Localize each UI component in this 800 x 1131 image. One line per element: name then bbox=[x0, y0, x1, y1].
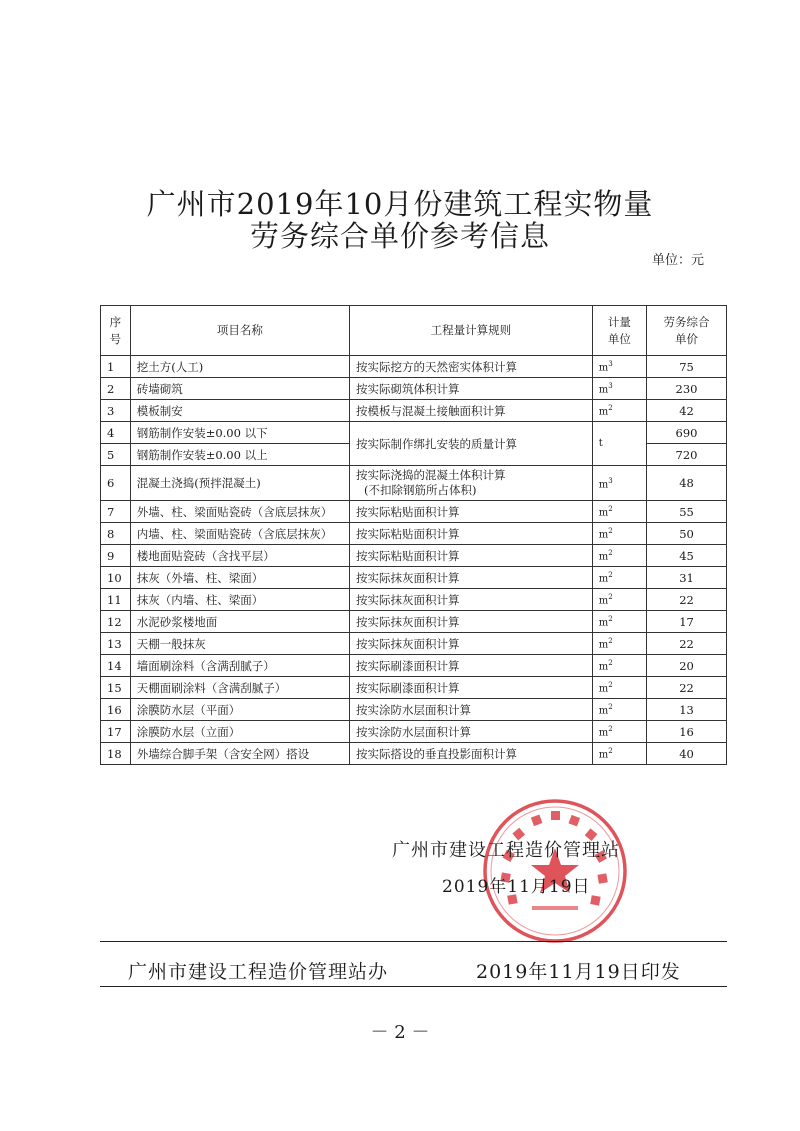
row-price: 31 bbox=[647, 567, 727, 589]
row-no: 17 bbox=[101, 721, 131, 743]
table-row bbox=[101, 545, 727, 567]
row-price: 720 bbox=[647, 444, 727, 466]
table-header-row bbox=[101, 306, 727, 356]
unit-exp: 2 bbox=[608, 549, 613, 558]
unit-exp: 2 bbox=[608, 747, 613, 756]
unit-exp: 2 bbox=[608, 593, 613, 602]
table-row bbox=[101, 611, 727, 633]
unit-base: m bbox=[598, 551, 609, 563]
row-name: 外墙、柱、梁面贴瓷砖（含底层抹灰） bbox=[130, 501, 349, 523]
unit-base: m bbox=[598, 639, 609, 651]
row-no: 10 bbox=[101, 567, 131, 589]
unit-base: m bbox=[598, 595, 609, 607]
row-price: 55 bbox=[647, 501, 727, 523]
row-rule: 按实际砌筑体积计算 bbox=[349, 378, 592, 400]
footer-bottom-rule bbox=[100, 986, 727, 987]
row-name: 水泥砂浆楼地面 bbox=[130, 611, 349, 633]
table-row bbox=[101, 523, 727, 545]
unit-base: m bbox=[598, 362, 609, 374]
row-unit bbox=[592, 633, 646, 655]
row-name: 混凝土浇捣(预拌混凝土) bbox=[130, 466, 349, 501]
row-price: 16 bbox=[647, 721, 727, 743]
row-price: 230 bbox=[647, 378, 727, 400]
unit-base: m bbox=[598, 384, 609, 396]
row-price: 20 bbox=[647, 655, 727, 677]
row-unit bbox=[592, 699, 646, 721]
row-no: 5 bbox=[101, 444, 131, 466]
table-row bbox=[101, 699, 727, 721]
row-price: 17 bbox=[647, 611, 727, 633]
row-name: 抹灰（内墙、柱、梁面） bbox=[130, 589, 349, 611]
row-name: 砖墙砌筑 bbox=[130, 378, 349, 400]
row-no: 1 bbox=[101, 356, 131, 378]
row-no: 2 bbox=[101, 378, 131, 400]
row-unit bbox=[592, 545, 646, 567]
price-table bbox=[100, 305, 727, 765]
row-rule: 按实际刷漆面积计算 bbox=[349, 677, 592, 699]
row-unit bbox=[592, 523, 646, 545]
row-rule: 按实际粘贴面积计算 bbox=[349, 523, 592, 545]
table-row bbox=[101, 466, 727, 501]
unit-exp: 2 bbox=[608, 505, 613, 514]
row-unit bbox=[592, 356, 646, 378]
unit-exp: 2 bbox=[608, 681, 613, 690]
row-rule: 按实际抹灰面积计算 bbox=[349, 611, 592, 633]
row-price: 45 bbox=[647, 545, 727, 567]
unit-exp: 3 bbox=[608, 382, 613, 391]
signature-date: 2019年11月19日 bbox=[442, 877, 591, 897]
row-unit bbox=[592, 466, 646, 501]
unit-base: m bbox=[598, 573, 609, 585]
row-no: 14 bbox=[101, 655, 131, 677]
header-price-label: 劳务综合单价 bbox=[663, 314, 710, 346]
row-name: 涂膜防水层（平面） bbox=[130, 699, 349, 721]
row-name: 挖土方(人工) bbox=[130, 356, 349, 378]
unit-base: m bbox=[598, 705, 609, 717]
row-unit bbox=[592, 501, 646, 523]
signature-org: 广州市建设工程造价管理站 bbox=[392, 840, 620, 861]
unit-exp: 3 bbox=[608, 476, 613, 485]
row-rule: 按实际粘贴面积计算 bbox=[349, 545, 592, 567]
row-no: 6 bbox=[101, 466, 131, 501]
row-price: 22 bbox=[647, 633, 727, 655]
row-rule: 按实际搭设的垂直投影面积计算 bbox=[349, 743, 592, 765]
official-seal-stamp bbox=[480, 796, 630, 946]
row-no: 3 bbox=[101, 400, 131, 422]
table-row bbox=[101, 501, 727, 523]
table-row bbox=[101, 655, 727, 677]
row-name: 涂膜防水层（立面） bbox=[130, 721, 349, 743]
row-price: 690 bbox=[647, 422, 727, 444]
row-name: 模板制安 bbox=[130, 400, 349, 422]
unit-exp: 2 bbox=[608, 703, 613, 712]
row-name: 钢筋制作安装±0.00 以下 bbox=[130, 422, 349, 444]
row-unit bbox=[592, 378, 646, 400]
row-name: 钢筋制作安装±0.00 以上 bbox=[130, 444, 349, 466]
row-price: 40 bbox=[647, 743, 727, 765]
row-unit bbox=[592, 400, 646, 422]
table-row bbox=[101, 400, 727, 422]
table-row bbox=[101, 677, 727, 699]
row-price: 48 bbox=[647, 466, 727, 501]
footer-issued-date: 2019年11月19日印发 bbox=[476, 961, 681, 983]
unit-exp: 2 bbox=[608, 404, 613, 413]
row-rule: 按实际抹灰面积计算 bbox=[349, 589, 592, 611]
unit-exp: 2 bbox=[608, 527, 613, 536]
table-row bbox=[101, 721, 727, 743]
table-row bbox=[101, 378, 727, 400]
row-no: 8 bbox=[101, 523, 131, 545]
row-rule: 按实际挖方的天然密实体积计算 bbox=[349, 356, 592, 378]
row-name: 外墙综合脚手架（含安全网）搭设 bbox=[130, 743, 349, 765]
row-rule: 按实际抹灰面积计算 bbox=[349, 633, 592, 655]
header-name: 项目名称 bbox=[130, 306, 349, 356]
footer-top-rule bbox=[100, 941, 727, 942]
row-unit-merged: t bbox=[592, 422, 646, 466]
row-price: 13 bbox=[647, 699, 727, 721]
header-price bbox=[647, 306, 727, 356]
unit-base: m bbox=[598, 406, 609, 418]
row-unit bbox=[592, 611, 646, 633]
document-title-line1: 广州市2019年10月份建筑工程实物量 bbox=[146, 187, 654, 221]
header-no-label: 序号 bbox=[109, 314, 122, 346]
table-row bbox=[101, 589, 727, 611]
table-row bbox=[101, 422, 727, 444]
unit-base: m bbox=[598, 683, 609, 695]
footer-issuer: 广州市建设工程造价管理站办 bbox=[128, 961, 389, 983]
table-row bbox=[101, 633, 727, 655]
row-no: 7 bbox=[101, 501, 131, 523]
row-name: 楼地面贴瓷砖（含找平层） bbox=[130, 545, 349, 567]
table-row bbox=[101, 743, 727, 765]
header-rule: 工程量计算规则 bbox=[349, 306, 592, 356]
row-rule: 按实际抹灰面积计算 bbox=[349, 567, 592, 589]
row-no: 9 bbox=[101, 545, 131, 567]
unit-base: m bbox=[598, 617, 609, 629]
row-unit bbox=[592, 721, 646, 743]
row-rule bbox=[349, 466, 592, 501]
row-unit bbox=[592, 677, 646, 699]
row-no: 16 bbox=[101, 699, 131, 721]
row-rule: 按模板与混凝土接触面积计算 bbox=[349, 400, 592, 422]
row-price: 22 bbox=[647, 677, 727, 699]
unit-exp: 2 bbox=[608, 637, 613, 646]
header-unit-label: 计量单位 bbox=[607, 314, 631, 346]
row-unit bbox=[592, 589, 646, 611]
unit-base: m bbox=[598, 661, 609, 673]
row-rule-merged: 按实际制作绑扎安装的质量计算 bbox=[349, 422, 592, 466]
row-name: 内墙、柱、梁面贴瓷砖（含底层抹灰） bbox=[130, 523, 349, 545]
unit-exp: 2 bbox=[608, 615, 613, 624]
row-price: 22 bbox=[647, 589, 727, 611]
header-no bbox=[101, 306, 131, 356]
row-name: 墙面刷涂料（含满刮腻子） bbox=[130, 655, 349, 677]
table-row bbox=[101, 567, 727, 589]
unit-base: m bbox=[598, 529, 609, 541]
row-no: 15 bbox=[101, 677, 131, 699]
unit-base: m bbox=[598, 749, 609, 761]
row-no: 4 bbox=[101, 422, 131, 444]
page-number: － 2 － bbox=[370, 1022, 430, 1043]
row-price: 75 bbox=[647, 356, 727, 378]
row-no: 13 bbox=[101, 633, 131, 655]
row-rule: 按实涂防水层面积计算 bbox=[349, 721, 592, 743]
unit-note: 单位：元 bbox=[651, 253, 704, 268]
row-rule: 按实际刷漆面积计算 bbox=[349, 655, 592, 677]
row-price: 50 bbox=[647, 523, 727, 545]
row-name: 天棚一般抹灰 bbox=[130, 633, 349, 655]
row-no: 18 bbox=[101, 743, 131, 765]
unit-base: m bbox=[598, 479, 609, 491]
unit-exp: 3 bbox=[608, 360, 613, 369]
row-price: 42 bbox=[647, 400, 727, 422]
unit-base: m bbox=[598, 727, 609, 739]
unit-base: m bbox=[598, 507, 609, 519]
document-title-line2: 劳务综合单价参考信息 bbox=[249, 219, 550, 253]
row-rule: 按实际粘贴面积计算 bbox=[349, 501, 592, 523]
row-unit bbox=[592, 655, 646, 677]
row-name: 抹灰（外墙、柱、梁面） bbox=[130, 567, 349, 589]
row-no: 11 bbox=[101, 589, 131, 611]
row-name: 天棚面刷涂料（含满刮腻子） bbox=[130, 677, 349, 699]
table-row bbox=[101, 356, 727, 378]
header-unit bbox=[592, 306, 646, 356]
row-unit bbox=[592, 743, 646, 765]
unit-exp: 2 bbox=[608, 725, 613, 734]
row-rule-line2: (不扣除钢筋所占体积) bbox=[363, 483, 477, 497]
row-unit bbox=[592, 567, 646, 589]
row-no: 12 bbox=[101, 611, 131, 633]
row-rule-line1: 按实际浇捣的混凝土体积计算 bbox=[355, 468, 506, 482]
unit-exp: 2 bbox=[608, 659, 613, 668]
unit-exp: 2 bbox=[608, 571, 613, 580]
row-rule: 按实涂防水层面积计算 bbox=[349, 699, 592, 721]
